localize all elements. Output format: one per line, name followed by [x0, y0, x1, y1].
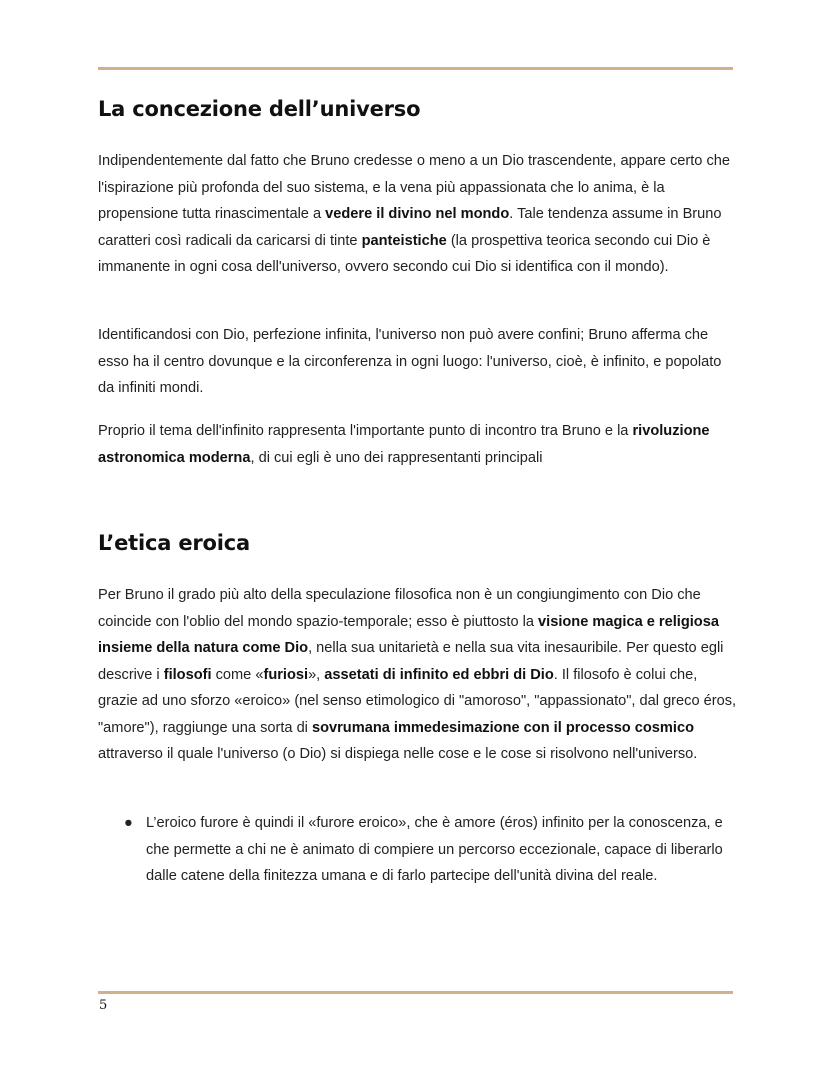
paragraph-universo-3: Proprio il tema dell'infinito rappresenta l'importante punto di incontro tra Bruno e la rivoluzione astronomica moderna, di cui egli è uno dei rappresentanti principali: [98, 423, 710, 466]
bottom-divider: [98, 991, 733, 994]
paragraph-universo-2: Identificandosi con Dio, perfezione infinita, l'universo non può avere confini; Bruno afferma che esso ha il centro dovunque e la circonferenza in ogni luogo: l'universo, cioè, è infinito, e popolato da infiniti mondi.: [98, 327, 722, 396]
paragraph-etica-1: Per Bruno il grado più alto della speculazione filosofica non è un congiungimento con Dio che coincide con l'oblio del mondo spazio-temporale; esso è piuttosto la visione magica e religiosa insieme della natura come Dio, nella sua unitarietà e nella sua vita inesauribile. Per questo egli descrive i filosofi come «furiosi», assetati di infinito ed ebbri di Dio. Il filosofo è colui che, grazie ad uno sforzo «eroico» (nel senso etimologico di "amoroso", "appassionato", dal greco éros, "amore"), raggiunge una sorta di sovrumana immedesimazione con il processo cosmico attraverso il quale l'universo (o Dio) si dispiega nelle cose e le cose si risolvono nell'universo.: [98, 587, 737, 762]
bullet-icon: ●: [124, 815, 133, 831]
section-title-universo: La concezione dell’universo: [98, 97, 421, 121]
list-item-text: L’eroico furore è quindi il «furore eroico», che è amore (éros) infinito per la conoscenza, e che permette a chi ne è animato di compiere un percorso eccezionale, capace di liberarlo dalle catene della finitezza umana e di farlo partecipe dell'unità divina del reale.: [146, 815, 723, 884]
page-number: 5: [99, 998, 108, 1013]
paragraph-universo-1: Indipendentemente dal fatto che Bruno credesse o meno a un Dio trascendente, appare certo che l'ispirazione più profonda del suo sistema, e la vena più appassionata che lo anima, è la propensione tutta rinascimentale a vedere il divino nel mondo. Tale tendenza assume in Bruno caratteri così radicali da caricarsi di tinte panteistiche (la prospettiva teorica secondo cui Dio è immanente in ogni cosa dell'universo, ovvero secondo cui Dio si identifica con il mondo).: [98, 153, 730, 275]
list-item: [98, 810, 738, 890]
top-divider: [98, 67, 733, 70]
bullet-list: [98, 810, 738, 890]
section-title-etica: L’etica eroica: [98, 531, 250, 555]
